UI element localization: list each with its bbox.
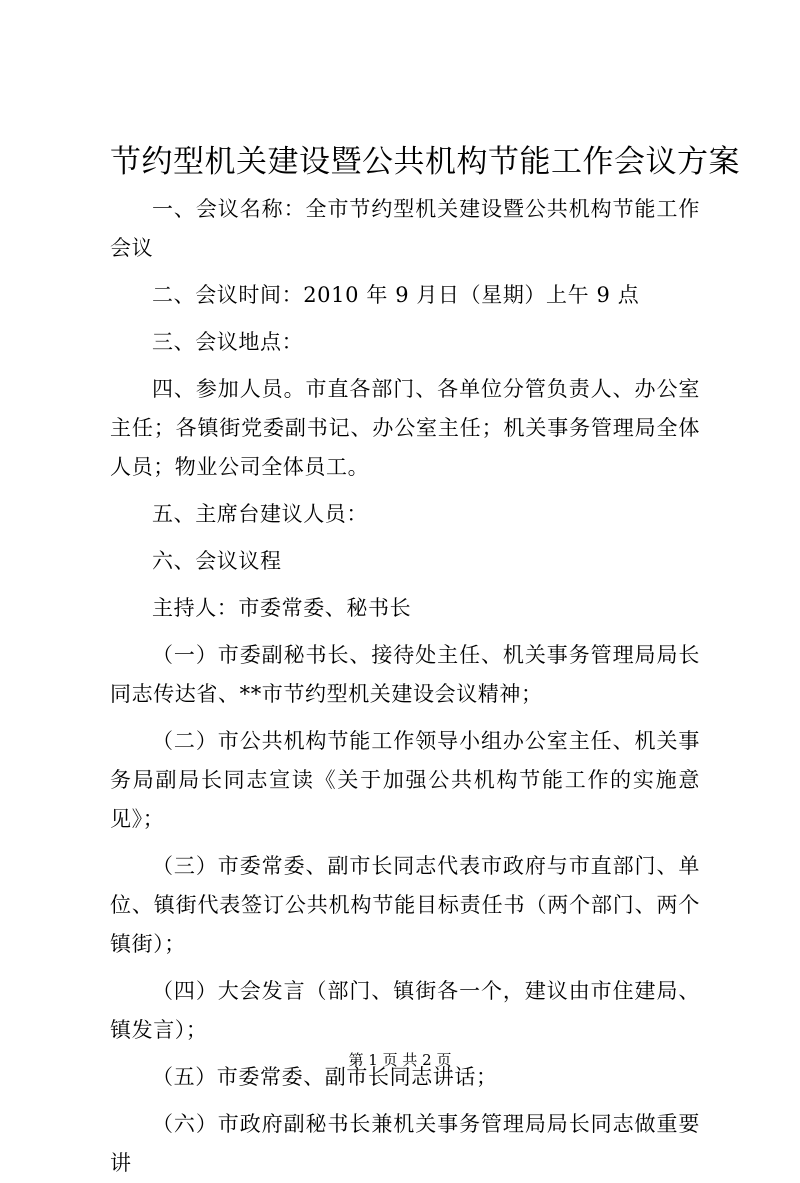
document-body: [110, 190, 700, 1183]
paragraph-agenda-item-5: （五）市委常委、副市长同志讲话；: [152, 1065, 498, 1089]
paragraph-agenda-item-4: （四）大会发言（部门、镇街各一个，建议由市住建局、镇发言）；: [110, 979, 700, 1042]
paragraph-agenda-item-2: （二）市公共机构节能工作领导小组办公室主任、机关事务局副局长同志宣读《关于加强公共机构节能工作的实施意见》；: [110, 729, 700, 831]
paragraph-agenda: 六、会议议程: [152, 549, 282, 573]
paragraph-host: 主持人：市委常委、秘书长: [152, 596, 412, 620]
document-title: 节约型机关建设暨公共机构节能工作会议方案: [110, 144, 740, 180]
paragraph-agenda-item-6: （六）市政府副秘书长兼机关事务管理局局长同志做重要讲: [110, 1112, 700, 1175]
paragraph-meeting-location: 三、会议地点：: [152, 330, 304, 354]
paragraph-agenda-item-3: （三）市委常委、副市长同志代表市政府与市直部门、单位、镇街代表签订公共机构节能目标责任书（两个部门、两个镇街）；: [110, 854, 700, 956]
paragraph-agenda-item-1: （一）市委副秘书长、接待处主任、机关事务管理局局长同志传达省、**市节约型机关建设会议精神；: [110, 643, 700, 706]
paragraph-attendees: 四、参加人员。市直各部门、各单位分管负责人、办公室主任；各镇街党委副书记、办公室主任；机关事务管理局全体人员；物业公司全体员工。: [110, 377, 700, 479]
paragraph-meeting-time: 二、会议时间：2010 年 9 月日（星期）上午 9 点: [152, 283, 640, 307]
paragraph-meeting-name: 一、会议名称：全市节约型机关建设暨公共机构节能工作会议: [110, 197, 700, 260]
page-footer: 第 1 页 共 2 页: [348, 1051, 452, 1069]
paragraph-rostrum: 五、主席台建议人员：: [152, 502, 368, 526]
